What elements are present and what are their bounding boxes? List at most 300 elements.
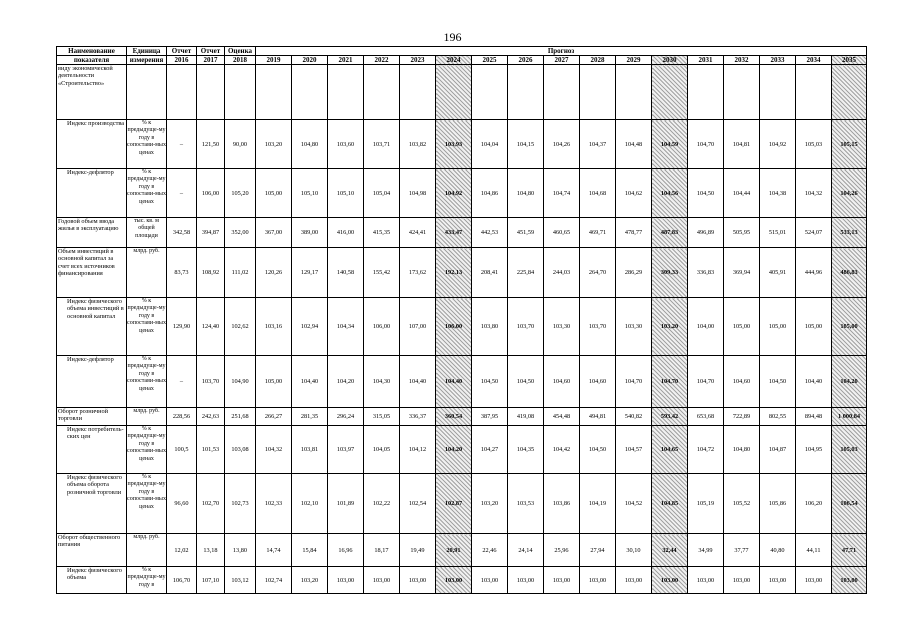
value-cell: 32,44 xyxy=(652,534,688,567)
value-cell: 103,70 xyxy=(580,298,616,356)
value-cell xyxy=(688,65,724,120)
table-row xyxy=(57,567,867,594)
value-cell: 296,24 xyxy=(328,408,364,426)
value-cell: 208,41 xyxy=(472,248,508,298)
value-cell: 105,00 xyxy=(796,298,832,356)
table-row xyxy=(57,248,867,298)
value-cell: 104,59 xyxy=(652,120,688,169)
header-year: 2018 xyxy=(225,56,256,65)
value-cell: 34,99 xyxy=(688,534,724,567)
table-row xyxy=(57,534,867,567)
value-cell: 802,55 xyxy=(760,408,796,426)
value-cell: 103,20 xyxy=(256,120,292,169)
value-cell: 105,20 xyxy=(225,169,256,218)
value-cell: 106,00 xyxy=(436,298,472,356)
value-cell: 405,91 xyxy=(760,248,796,298)
value-cell xyxy=(400,65,436,120)
value-cell: 1 000,84 xyxy=(832,408,867,426)
row-unit: % к предыдуще-му году в сопостави-мых ценах xyxy=(127,120,167,169)
value-cell: 103,16 xyxy=(256,298,292,356)
value-cell xyxy=(364,65,400,120)
value-cell xyxy=(760,65,796,120)
value-cell: 454,48 xyxy=(544,408,580,426)
header-year: 2030 xyxy=(652,56,688,65)
value-cell: 352,00 xyxy=(225,218,256,248)
value-cell: 104,92 xyxy=(760,120,796,169)
value-cell: 106,70 xyxy=(167,567,197,594)
value-cell: 104,15 xyxy=(508,120,544,169)
value-cell: 19,49 xyxy=(400,534,436,567)
value-cell: 369,94 xyxy=(724,248,760,298)
value-cell: 104,70 xyxy=(616,356,652,408)
value-cell xyxy=(472,65,508,120)
value-cell: 103,80 xyxy=(472,298,508,356)
value-cell: 496,89 xyxy=(688,218,724,248)
value-cell: 505,95 xyxy=(724,218,760,248)
value-cell: 20,91 xyxy=(436,534,472,567)
value-cell: 104,19 xyxy=(580,474,616,534)
value-cell: 103,71 xyxy=(364,120,400,169)
value-cell: 104,74 xyxy=(544,169,580,218)
value-cell: 104,60 xyxy=(724,356,760,408)
header-group-forecast: Прогноз xyxy=(256,47,867,56)
value-cell: 103,00 xyxy=(328,567,364,594)
value-cell: 105,00 xyxy=(256,169,292,218)
row-unit: млрд. руб. xyxy=(127,408,167,426)
value-cell: 107,10 xyxy=(197,567,225,594)
row-unit: млрд. руб. xyxy=(127,248,167,298)
value-cell: 103,97 xyxy=(328,426,364,474)
value-cell: 104,60 xyxy=(544,356,580,408)
row-unit: тыс. кв. м общей площади xyxy=(127,218,167,248)
value-cell: 103,81 xyxy=(292,426,328,474)
value-cell: 315,05 xyxy=(364,408,400,426)
value-cell: 107,00 xyxy=(400,298,436,356)
value-cell: 105,00 xyxy=(832,298,867,356)
value-cell: 104,34 xyxy=(328,298,364,356)
value-cell: 104,81 xyxy=(724,120,760,169)
value-cell: 102,33 xyxy=(256,474,292,534)
row-name: Индекс-дефлятор xyxy=(57,169,127,218)
value-cell: 487,83 xyxy=(652,218,688,248)
value-cell: 394,87 xyxy=(197,218,225,248)
value-cell: 104,60 xyxy=(580,356,616,408)
value-cell: 104,30 xyxy=(364,356,400,408)
forecast-table xyxy=(56,46,867,594)
value-cell: 104,05 xyxy=(364,426,400,474)
value-cell: 106,00 xyxy=(364,298,400,356)
table-row xyxy=(57,120,867,169)
value-cell: 478,77 xyxy=(616,218,652,248)
value-cell: 103,60 xyxy=(328,120,364,169)
value-cell: 47,71 xyxy=(832,534,867,567)
row-unit: % к предыдуще-му году в сопостави-мых ценах xyxy=(127,298,167,356)
table-body xyxy=(57,65,867,594)
value-cell: 416,00 xyxy=(328,218,364,248)
value-cell: 15,84 xyxy=(292,534,328,567)
header-group-estimate: Оценка xyxy=(225,47,256,56)
value-cell: 387,95 xyxy=(472,408,508,426)
value-cell: 103,53 xyxy=(508,474,544,534)
value-cell xyxy=(436,65,472,120)
value-cell: 103,08 xyxy=(225,426,256,474)
value-cell: 103,00 xyxy=(724,567,760,594)
value-cell: 105,10 xyxy=(328,169,364,218)
value-cell: 336,37 xyxy=(400,408,436,426)
value-cell: 104,32 xyxy=(796,169,832,218)
table-row xyxy=(57,65,867,120)
value-cell xyxy=(167,65,197,120)
value-cell: 103,30 xyxy=(616,298,652,356)
row-unit: % к предыдуще-му году в сопостави-мых ценах xyxy=(127,474,167,534)
value-cell: 105,00 xyxy=(760,298,796,356)
value-cell xyxy=(580,65,616,120)
value-cell: 104,92 xyxy=(436,169,472,218)
value-cell: 104,50 xyxy=(508,356,544,408)
value-cell: 16,96 xyxy=(328,534,364,567)
value-cell: 444,96 xyxy=(796,248,832,298)
table-row xyxy=(57,298,867,356)
value-cell: 106,54 xyxy=(832,474,867,534)
header-year: 2025 xyxy=(472,56,508,65)
value-cell: 102,22 xyxy=(364,474,400,534)
header-year: 2028 xyxy=(580,56,616,65)
value-cell: 286,29 xyxy=(616,248,652,298)
header-year: 2026 xyxy=(508,56,544,65)
value-cell: 155,42 xyxy=(364,248,400,298)
value-cell: 442,53 xyxy=(472,218,508,248)
value-cell: 104,87 xyxy=(760,426,796,474)
value-cell: 90,00 xyxy=(225,120,256,169)
value-cell: 40,80 xyxy=(760,534,796,567)
header-year: 2021 xyxy=(328,56,364,65)
value-cell: 105,04 xyxy=(364,169,400,218)
value-cell xyxy=(724,65,760,120)
header-year: 2027 xyxy=(544,56,580,65)
value-cell xyxy=(544,65,580,120)
value-cell: 102,10 xyxy=(292,474,328,534)
value-cell: 104,32 xyxy=(256,426,292,474)
value-cell: 104,80 xyxy=(724,426,760,474)
value-cell: 100,5 xyxy=(167,426,197,474)
value-cell: 225,84 xyxy=(508,248,544,298)
header-year: 2019 xyxy=(256,56,292,65)
value-cell: 105,03 xyxy=(796,120,832,169)
header-year: 2031 xyxy=(688,56,724,65)
value-cell: 105,86 xyxy=(760,474,796,534)
value-cell: 894,48 xyxy=(796,408,832,426)
row-unit: % к предыдуще-му году в сопостави-мых ценах xyxy=(127,169,167,218)
value-cell: 103,00 xyxy=(544,567,580,594)
value-cell: 486,83 xyxy=(832,248,867,298)
value-cell: 104,52 xyxy=(616,474,652,534)
value-cell: 103,00 xyxy=(580,567,616,594)
value-cell: 360,54 xyxy=(436,408,472,426)
header-unit: Единица xyxy=(127,47,167,56)
row-name: Индекс производства xyxy=(57,120,127,169)
value-cell: 533,13 xyxy=(832,218,867,248)
value-cell: 424,41 xyxy=(400,218,436,248)
value-cell xyxy=(796,65,832,120)
value-cell: 37,77 xyxy=(724,534,760,567)
value-cell: 389,00 xyxy=(292,218,328,248)
value-cell: 524,07 xyxy=(796,218,832,248)
value-cell: 104,57 xyxy=(616,426,652,474)
value-cell: 18,17 xyxy=(364,534,400,567)
value-cell: 102,73 xyxy=(225,474,256,534)
value-cell: 27,94 xyxy=(580,534,616,567)
value-cell xyxy=(832,65,867,120)
value-cell: 104,12 xyxy=(400,426,436,474)
header-year: 2034 xyxy=(796,56,832,65)
value-cell: 104,85 xyxy=(652,474,688,534)
header-group-report: Отчет xyxy=(197,47,225,56)
value-cell: 102,87 xyxy=(436,474,472,534)
header-year: 2016 xyxy=(167,56,197,65)
value-cell: 281,35 xyxy=(292,408,328,426)
value-cell: 102,70 xyxy=(197,474,225,534)
value-cell: 336,83 xyxy=(688,248,724,298)
row-name: Индекс физического объема xyxy=(57,567,127,594)
value-cell: 103,86 xyxy=(544,474,580,534)
value-cell: 103,82 xyxy=(400,120,436,169)
value-cell: 96,60 xyxy=(167,474,197,534)
row-name: Индекс физического объема инвестиций в основной капитал xyxy=(57,298,127,356)
value-cell: 102,94 xyxy=(292,298,328,356)
value-cell: 104,86 xyxy=(472,169,508,218)
value-cell: 415,35 xyxy=(364,218,400,248)
value-cell: 103,93 xyxy=(436,120,472,169)
row-unit: % к предыдуще-му году в xyxy=(127,567,167,594)
value-cell: 129,17 xyxy=(292,248,328,298)
value-cell: 104,70 xyxy=(652,356,688,408)
row-unit: % к предыдуще-му году в сопостави-мых ценах xyxy=(127,426,167,474)
value-cell: 102,74 xyxy=(256,567,292,594)
value-cell: 105,19 xyxy=(688,474,724,534)
value-cell: 124,40 xyxy=(197,298,225,356)
value-cell: 104,72 xyxy=(688,426,724,474)
value-cell: 309,33 xyxy=(652,248,688,298)
value-cell: 104,26 xyxy=(544,120,580,169)
value-cell: 105,15 xyxy=(832,120,867,169)
value-cell: 129,90 xyxy=(167,298,197,356)
value-cell: 104,20 xyxy=(436,426,472,474)
value-cell: 469,71 xyxy=(580,218,616,248)
value-cell: 433,47 xyxy=(436,218,472,248)
value-cell: 103,00 xyxy=(364,567,400,594)
value-cell: 104,62 xyxy=(616,169,652,218)
value-cell: 104,35 xyxy=(508,426,544,474)
value-cell: 494,81 xyxy=(580,408,616,426)
value-cell xyxy=(225,65,256,120)
value-cell xyxy=(652,65,688,120)
value-cell: 14,74 xyxy=(256,534,292,567)
value-cell: 103,70 xyxy=(197,356,225,408)
value-cell: 104,50 xyxy=(688,169,724,218)
value-cell: 111,02 xyxy=(225,248,256,298)
value-cell xyxy=(292,65,328,120)
value-cell: 104,70 xyxy=(688,356,724,408)
row-name: Оборот общественного питания xyxy=(57,534,127,567)
value-cell: 244,03 xyxy=(544,248,580,298)
value-cell: 251,68 xyxy=(225,408,256,426)
value-cell: 104,38 xyxy=(760,169,796,218)
value-cell: 12,02 xyxy=(167,534,197,567)
value-cell: 460,65 xyxy=(544,218,580,248)
value-cell: 103,12 xyxy=(225,567,256,594)
value-cell: 103,20 xyxy=(292,567,328,594)
value-cell xyxy=(328,65,364,120)
header-year: 2029 xyxy=(616,56,652,65)
value-cell: 103,00 xyxy=(508,567,544,594)
value-cell: 104,40 xyxy=(796,356,832,408)
value-cell: 342,58 xyxy=(167,218,197,248)
table-row xyxy=(57,474,867,534)
value-cell: 104,04 xyxy=(472,120,508,169)
value-cell: 540,82 xyxy=(616,408,652,426)
value-cell: 104,42 xyxy=(544,426,580,474)
value-cell: 105,00 xyxy=(724,298,760,356)
value-cell: 13,18 xyxy=(197,534,225,567)
value-cell: 104,70 xyxy=(688,120,724,169)
value-cell: 103,00 xyxy=(472,567,508,594)
value-cell: – xyxy=(167,120,197,169)
value-cell: 104,40 xyxy=(400,356,436,408)
value-cell: 101,89 xyxy=(328,474,364,534)
table-row xyxy=(57,169,867,218)
row-unit: % к предыдуще-му году в сопостави-мых ценах xyxy=(127,356,167,408)
value-cell: 103,00 xyxy=(688,567,724,594)
value-cell: 104,98 xyxy=(400,169,436,218)
row-name: Индекс потребитель-ских цен xyxy=(57,426,127,474)
value-cell: 105,00 xyxy=(256,356,292,408)
row-unit: млрд. руб. xyxy=(127,534,167,567)
value-cell: 104,90 xyxy=(225,356,256,408)
row-unit xyxy=(127,65,167,120)
value-cell: 266,27 xyxy=(256,408,292,426)
value-cell: 515,01 xyxy=(760,218,796,248)
value-cell: 103,00 xyxy=(832,567,867,594)
value-cell: 722,89 xyxy=(724,408,760,426)
value-cell: 104,20 xyxy=(832,356,867,408)
header-row-years xyxy=(57,56,867,65)
value-cell: 104,50 xyxy=(580,426,616,474)
header-year: 2032 xyxy=(724,56,760,65)
value-cell: 101,53 xyxy=(197,426,225,474)
value-cell: 104,20 xyxy=(328,356,364,408)
value-cell: 102,62 xyxy=(225,298,256,356)
header-year: 2035 xyxy=(832,56,867,65)
header-group-report: Отчет xyxy=(167,47,197,56)
row-name: Оборот розничной торговли xyxy=(57,408,127,426)
value-cell: 264,70 xyxy=(580,248,616,298)
value-cell: 103,00 xyxy=(760,567,796,594)
value-cell: 103,00 xyxy=(652,567,688,594)
value-cell: 44,11 xyxy=(796,534,832,567)
value-cell: 242,63 xyxy=(197,408,225,426)
value-cell: 105,03 xyxy=(832,426,867,474)
value-cell: 367,00 xyxy=(256,218,292,248)
value-cell: 104,48 xyxy=(616,120,652,169)
value-cell: 104,50 xyxy=(760,356,796,408)
value-cell: 13,80 xyxy=(225,534,256,567)
row-name: Индекс-дефлятор xyxy=(57,356,127,408)
value-cell xyxy=(197,65,225,120)
table-row xyxy=(57,426,867,474)
value-cell: 104,50 xyxy=(472,356,508,408)
value-cell: 653,68 xyxy=(688,408,724,426)
value-cell xyxy=(616,65,652,120)
value-cell: 451,59 xyxy=(508,218,544,248)
value-cell: 120,26 xyxy=(256,248,292,298)
value-cell: 104,27 xyxy=(472,426,508,474)
value-cell: 104,65 xyxy=(652,426,688,474)
row-name: Индекс физического объема оборота розничной торговли xyxy=(57,474,127,534)
value-cell: 104,68 xyxy=(580,169,616,218)
row-name: виду экономической деятельности «Строительство» xyxy=(57,65,127,120)
value-cell: 103,00 xyxy=(616,567,652,594)
value-cell: 173,62 xyxy=(400,248,436,298)
value-cell: 103,20 xyxy=(652,298,688,356)
value-cell: 419,08 xyxy=(508,408,544,426)
value-cell: 102,54 xyxy=(400,474,436,534)
value-cell: 103,70 xyxy=(508,298,544,356)
value-cell: 228,56 xyxy=(167,408,197,426)
value-cell: 103,00 xyxy=(796,567,832,594)
value-cell: 104,80 xyxy=(292,120,328,169)
value-cell: 104,56 xyxy=(652,169,688,218)
value-cell: 104,40 xyxy=(292,356,328,408)
value-cell: 103,20 xyxy=(472,474,508,534)
value-cell: 103,00 xyxy=(436,567,472,594)
value-cell: 104,26 xyxy=(832,169,867,218)
value-cell: 103,00 xyxy=(400,567,436,594)
value-cell: 192,13 xyxy=(436,248,472,298)
value-cell xyxy=(508,65,544,120)
value-cell: 104,00 xyxy=(688,298,724,356)
row-name: Годовой объем ввода жилья в эксплуатацию xyxy=(57,218,127,248)
value-cell: 30,10 xyxy=(616,534,652,567)
value-cell: 83,73 xyxy=(167,248,197,298)
table-row xyxy=(57,356,867,408)
value-cell: 22,46 xyxy=(472,534,508,567)
value-cell: 106,20 xyxy=(796,474,832,534)
value-cell: 105,10 xyxy=(292,169,328,218)
header-year: 2017 xyxy=(197,56,225,65)
value-cell: 104,40 xyxy=(436,356,472,408)
table-row xyxy=(57,218,867,248)
header-year: 2023 xyxy=(400,56,436,65)
value-cell: 593,42 xyxy=(652,408,688,426)
value-cell: 105,52 xyxy=(724,474,760,534)
value-cell: 106,00 xyxy=(197,169,225,218)
value-cell: 24,14 xyxy=(508,534,544,567)
header-year: 2033 xyxy=(760,56,796,65)
page-number: 196 xyxy=(443,30,462,44)
header-name: показателя xyxy=(57,56,127,65)
value-cell: – xyxy=(167,356,197,408)
header-year: 2022 xyxy=(364,56,400,65)
table-row xyxy=(57,408,867,426)
value-cell: 121,50 xyxy=(197,120,225,169)
value-cell: 104,80 xyxy=(508,169,544,218)
value-cell: 104,95 xyxy=(796,426,832,474)
value-cell: 104,37 xyxy=(580,120,616,169)
header-year: 2024 xyxy=(436,56,472,65)
header-row-groups xyxy=(57,47,867,56)
value-cell: 104,44 xyxy=(724,169,760,218)
value-cell xyxy=(256,65,292,120)
